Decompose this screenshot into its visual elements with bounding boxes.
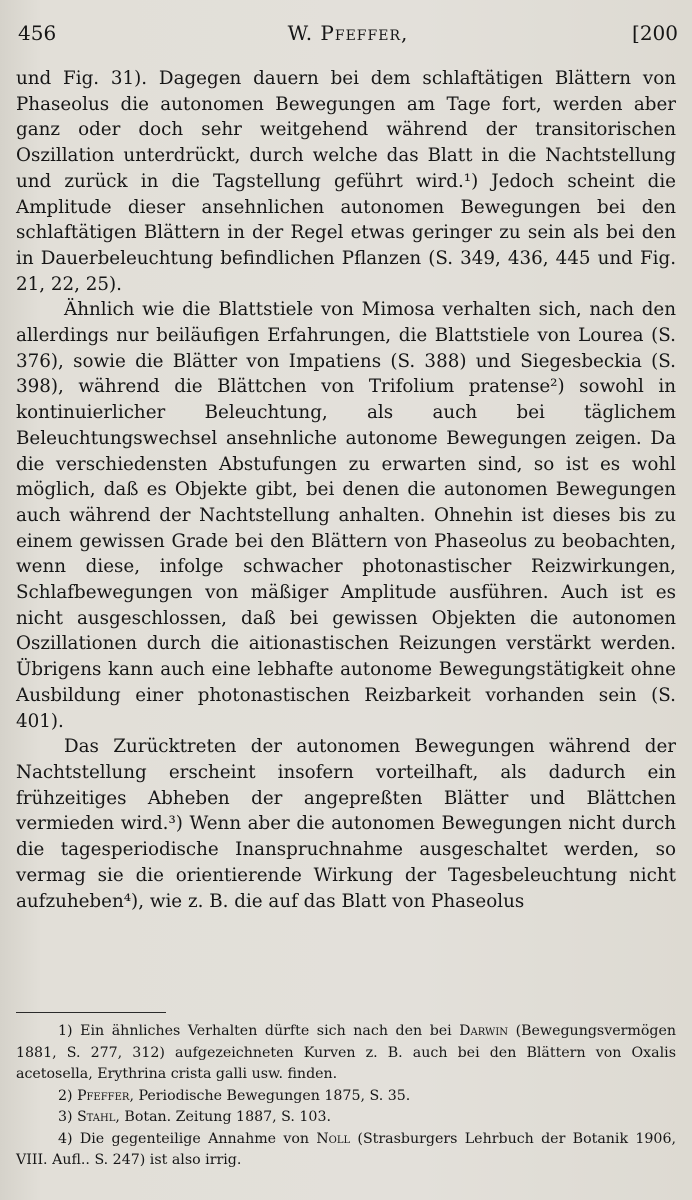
footnote-3 (16, 1107, 676, 1129)
footnote-text: , Periodische Bewegungen 1875, S. 35. (129, 1087, 411, 1104)
footnote-author-name: Noll (316, 1130, 351, 1147)
footnotes (16, 1021, 676, 1172)
footnote-2 (16, 1086, 676, 1108)
footnote-marker: 2) (58, 1087, 73, 1104)
footnote-author-name: Stahl (77, 1109, 116, 1125)
footnote-author-name: Darwin (459, 1023, 509, 1039)
footnote-text: , Botan. Zeitung 1887, S. 103. (115, 1109, 331, 1125)
paragraph-2: Ähnlich wie die Blattstiele von Mimosa verhalten sich, nach den allerdings nur beiläufigen Erfahrungen, die Blattstiele von Lourea (S. 376), sowie die Blätter von Impatiens (S. 388) und Siegesbeckia (S. 398), während die Blättchen von Trifolium pratense²) sowohl in kontinuierlicher Beleuchtung, als auch bei täglichem Beleuchtungswechsel ansehnliche autonome Bewegungen zeigen. Da die verschiedensten Abstufungen zu erwarten sind, so ist es wohl möglich, daß es Objekte gibt, bei denen die autonomen Bewegungen auch während der Nachtstellung anhalten. Ohnehin ist dieses bis zu einem gewissen Grade bei den Blättern von Phaseolus zu beobachten, wenn diese, infolge schwacher photonastischer Reizwirkungen, Schlafbewegungen von mäßiger Amplitude ausführen. Auch ist es nicht ausgeschlossen, daß bei gewissen Objekten die autonomen Oszillationen durch die aitionastischen Reizungen verstärkt werden. Übrigens kann auch eine lebhafte autonome Bewegungstätigkeit ohne Ausbildung einer photonastischen Reizbarkeit vorhanden sein (S. 401). (16, 299, 676, 732)
footnote-4 (16, 1129, 676, 1172)
original-page-number: [200 (632, 21, 678, 45)
footnote-text: (Strasburgers Lehrbuch der Botanik 1906, VIII. Aufl.. S. 247) ist also irrig. (16, 1130, 676, 1168)
paragraph-3: Das Zurücktreten der autonomen Bewegungen während der Nachtstellung erscheint insofern vorteilhaft, als dadurch ein frühzeitiges Abheben der angepreßten Blätter und Blättchen vermieden wird.³) Wenn aber die autonomen Bewegungen nicht durch die tagesperiodische Inanspruchnahme ausgeschaltet werden, so vermag sie die orientierende Wirkung der Tagesbeleuchtung nicht aufzuheben⁴), wie z. B. die auf das Blatt von Phaseolus (16, 736, 676, 912)
footnote-divider (16, 1012, 166, 1013)
footnote-text: (Bewegungsvermögen 1881, S. 277, 312) aufgezeichneten Kurven z. B. auch bei den Blättern von Oxalis acetosella, Erythrina crista galli usw. finden. (16, 1023, 676, 1082)
running-header (18, 18, 678, 48)
footnote-text: Ein ähnliches Verhalten dürfte sich nach den bei (80, 1023, 452, 1039)
running-head-author: W. Pfeffer, (287, 21, 409, 45)
page-number: 456 (18, 21, 57, 45)
footnote-marker: 3) (58, 1109, 73, 1125)
footnote-1 (16, 1021, 676, 1086)
footnote-text: Die gegenteilige Annahme von (79, 1130, 310, 1147)
paragraph-1: und Fig. 31). Dagegen dauern bei dem schlaftätigen Blättern von Phaseolus die autonomen Bewegungen am Tage fort, werden aber ganz oder doch sehr weitgehend während der transitorischen Oszillation unterdrückt, durch welche das Blatt in die Nachtstellung und zurück in die Tagstellung geführt wird.¹) Jedoch scheint die Amplitude dieser ansehnlichen autonomen Bewegungen bei den schlaftätigen Blättern in der Regel etwas geringer zu sein als bei den in Dauerbeleuchtung befindlichen Pflanzen (S. 349, 436, 445 und Fig. 21, 22, 25). (16, 68, 676, 295)
footnote-author-name: Pfeffer (77, 1087, 130, 1104)
footnote-marker: 1) (58, 1023, 73, 1039)
footnote-marker: 4) (58, 1130, 73, 1147)
body-text (16, 66, 676, 914)
